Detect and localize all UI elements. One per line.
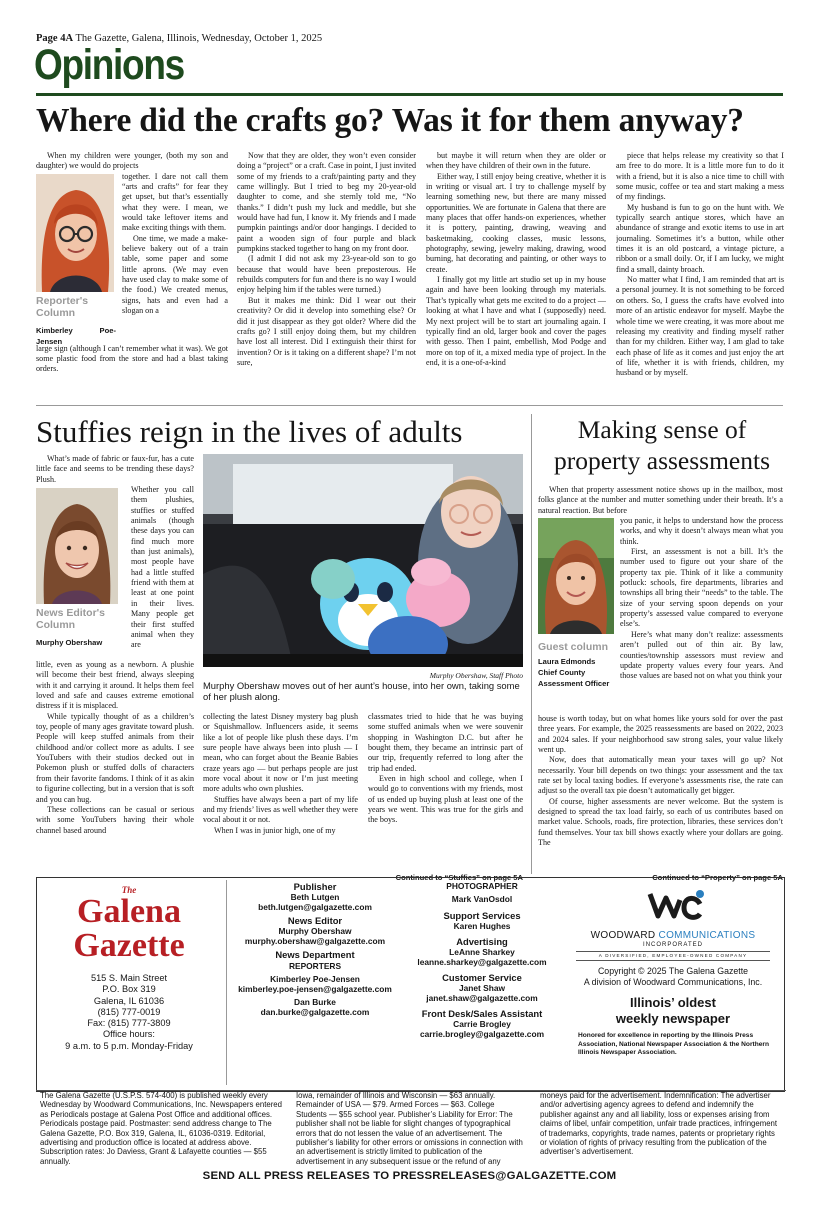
property-wrap-p3: Here’s what many don’t realize: assessments aren’t pulled out of thin air. By law, counties/township assessors must review and update property values every four years. And those values are based not on what you think your: [620, 629, 783, 681]
stuffies-photo-caption: Murphy Obershaw moves out of her aunt’s house, into her own, taking some of her plush along.: [203, 680, 520, 702]
property-lead: When that property assessment notice shows up in the mailbox, most folks glance at the number and mutter something under their breath. It’s a natural reaction. But before: [538, 485, 783, 515]
crafts-c4-p1: piece that helps release my creativity so that I am free to do more. It is a little more fun to do it with a friend, but it is also a nice time to chill with some music, coffee or tea and start making a mess of my findings.: [616, 151, 784, 202]
woodward-name-1: WOODWARD: [590, 930, 656, 941]
publisher-name: Beth Lutgen: [290, 892, 340, 902]
advertising-label: Advertising: [456, 936, 508, 947]
news-department-label: News Department: [275, 949, 355, 960]
woodward-name-2: COMMUNICATIONS: [658, 930, 756, 941]
property-wrap-p2: First, an assessment is not a bill. It’s the number used to figure out your share of the property tax pie. Think of it like a community potluck: schools, fire departments, libraries and townships all bring their “needs” to the table. The size of your serving spoon depends on your property’s assessed value compared to everyone else’s.: [620, 547, 783, 629]
stuffies-c3-p1: classmates tried to hide that he was buying some stuffed animals when we were souvenir shopping in Washington D.C. but after he bought them, they became an intrinsic part of our trip, frequently referred to long after the trip had ended.: [368, 712, 523, 773]
oldest-weekly: [568, 995, 778, 1027]
woodward-logo-icon: [646, 888, 706, 922]
crafts-headline: Where did the crafts go? Was it for them anyway?: [36, 102, 744, 139]
crafts-c2-p3: But it makes me think: Did I wear out their creativity? Or did it develop into something else? Or did it just disappear as they got older? Where did the crafts go? I still enjoy doing them, but my children have lost all interest. Did I extinguish their thirst for invention? Or is it taking on a different shape? I’m not sure,: [237, 295, 416, 367]
plush-car-photo: [203, 454, 523, 667]
phone: (815) 777-0019: [97, 1006, 161, 1017]
address-line: P.O. Box 319: [102, 984, 156, 995]
property-headline-line-2: property assessments: [553, 446, 770, 475]
honored-note: Honored for excellence in reporting by the Illinois Press Association, National Newspaper Association & the Northern Illinois Newspaper Association.: [578, 1032, 770, 1057]
gazette-logo: [54, 885, 204, 963]
legal-col-3: moneys paid for the advertisement. Indemnification: The advertiser and/or advertising agency agrees to defend and indemnify the publisher against any and all liability, loss or expenses arising from claims of libel, unfair competition, unfair trade practices, infringement of trademarks, copyrights, trade names, patents or proprietary rights or violation of rights of privacy resulting from the publication of the advertiser’s advertisement.: [540, 1091, 778, 1157]
crafts-c3-p2: Either way, I still enjoy being creative, whether it is in writing or visual art. I try to challenge myself by learning something new, but there are many missed opportunities. We are fortunate in Galena that there are many places that offer hands-on experiences, whether it is pottery, painting, drawing, weaving and basketmaking, cooking classes, music lessons, photography, sewing, jewelry making, drawing, wood burning, hat decorating and painting, or other ways to create.: [426, 171, 606, 274]
photographer-label: PHOTOGRAPHER: [446, 881, 518, 891]
legal-col-1: The Galena Gazette (U.S.P.S. 574-400) is published weekly every Wednesday by Woodward Communications, Inc. Newspapers entered as Periodicals postage at Galena Post Office and additional offices. Periodicals postage paid. Postmaster: send address change to The Galena Gazette, P.O. Box 319, Galena, IL, 61036-0319. Editorial, advertising and production office is located at address above. Subscription rates: Jo Daviess, Grant & Lafayette counties — $55 annually.: [40, 1091, 282, 1166]
stuffies-c2-p2: Stuffies have always been a part of my life and my friends’ lives as well whether they were vocal about it or not.: [203, 794, 358, 825]
office-hours-label: Office hours:: [103, 1029, 155, 1040]
column-divider: [531, 414, 532, 874]
property-column-label: Guest column: [538, 641, 609, 654]
stuffies-column-1: [36, 454, 194, 868]
stuffies-column-label-1: News Editor's: [36, 607, 106, 620]
oldest-line-2: weekly newspaper: [615, 1011, 731, 1026]
property-author-1: Laura Edmonds: [538, 657, 596, 667]
masthead-divider: [226, 880, 227, 1085]
crafts-c4-p2: My husband is fun to go on the hunt with. We typically search antique stores, which have an abundance of strange and exotic items to use in art journaling. Sometimes it’s a button, while other times it is an old postcard, a vintage picture, a ribbon or a small doily. Or, if I am lucky, we might find a small, dainty broach.: [616, 202, 784, 274]
crafts-mug-block: [36, 174, 116, 347]
stuffies-column-3: [368, 712, 523, 858]
copyright-block: [568, 966, 778, 988]
stuffies-p3: These collections can be casual or serious with some YouTubers having their whole channel based around: [36, 804, 194, 835]
crafts-author: Kimberley Poe-Jensen: [36, 326, 116, 347]
office-hours: 9 a.m. to 5 p.m. Monday-Friday: [65, 1040, 193, 1051]
stuffies-c2-p1: collecting the latest Disney mystery bag plush or Squishmallow. Influencers aside, it seems like a lot of people like plush these days. I’m sure people have always been into plush — I mean, who can forget about the Beanie Babies craze years ago — but perhaps people are just more vocal about it now or I’m just meeting more adults who own plushies.: [203, 712, 358, 794]
front-desk-name: Carrie Brogley: [453, 1019, 511, 1029]
masthead-address: [40, 973, 218, 1052]
crafts-column-3: [426, 151, 606, 401]
crafts-wrap: together. I dare not call them “arts and crafts” for fear they get upset, but that’s essentially what they were. I mean, we would take leftover items and make exciting things with them.: [122, 171, 228, 233]
news-editor-label: News Editor: [287, 915, 343, 926]
stuffies-column-label-2: Column: [36, 619, 76, 632]
crafts-c2-p2: (I admit I did not ask my 23-year-old son to go because that would have been preposterous. He rebuilds computers for fun and there is no way I would enjoy helping him if the tables were turned.): [237, 254, 416, 295]
stuffies-headline: Stuffies reign in the lives of adults: [36, 414, 463, 449]
property-after-p3: Of course, higher assessments are never welcome. But the system is designed to spread the tax load fairly, so each of us contributes based on market value. Schools, roads, fire protection, libraries, these services don’t fund themselves. Your tax bill shows exactly where your dollars are going. The: [538, 796, 783, 848]
crafts-c3-p3: I finally got my little art studio set up in my house again and have been looking through my materials. That’s typically what gets me excited to do a project — looking at what I have and what I (supposedly) need. My next project will be to start art journaling again. I typically find an old, larger book and cover the pages with gesso. Then I paint, embellish, Mod Podge and more on top of it, a mixed media type of project. In the end, it is a one-of-a-kind: [426, 275, 606, 367]
section-rule: [36, 93, 783, 96]
property-continued: Continued to “Property” on page 5A: [652, 873, 783, 882]
masthead-staff-col-2: [402, 881, 562, 1039]
property-headline-line-1: Making sense of: [577, 415, 747, 444]
publisher-label: Publisher: [293, 881, 337, 892]
stuffies-c3-p2: Even in high school and college, when I would go to conventions with my friends, most of us ended up buying plush at least one of the years we went. This was true for the girls and the boys.: [368, 774, 523, 825]
reporter-1-email[interactable]: kimberley.poe-jensen@galgazette.com: [238, 984, 392, 994]
reporter-2-email[interactable]: dan.burke@galgazette.com: [260, 1007, 370, 1017]
customer-service-label: Customer Service: [442, 972, 522, 983]
author-photo-kimberley: [36, 174, 114, 292]
fax: Fax: (815) 777-3809: [87, 1018, 171, 1029]
stuffies-continued: Continued to “Stuffies” on page 5A: [395, 873, 523, 882]
stuffies-photo-credit: Murphy Obershaw, Staff Photo: [429, 671, 523, 680]
property-wrap-p1: you panic, it helps to understand how the process works, and why it doesn’t always mean what you think.: [620, 516, 783, 546]
masthead-staff-col-1: [228, 881, 402, 1017]
section-title: Opinions: [34, 41, 184, 89]
legal-col-2: Iowa, remainder of Illinois and Wisconsin — $63 annually. Remainder of USA — $79. Armed Forces — $63. College Students — $55 school year. Publisher’s Liability for Error: The publisher shall not be liable for slight changes of typographical errors that do not lessen the value of an advertisement. The publisher’s liability for other errors or omissions in connection with an advertisement is strictly limited to publication of the advertisement in any subsequent issue or the refund of any: [296, 1091, 523, 1166]
copyright: Copyright © 2025 The Galena Gazette: [597, 966, 749, 976]
address-line: Galena, IL 61036: [93, 995, 165, 1006]
woodward-block: [568, 880, 778, 1085]
article-divider: [36, 405, 783, 406]
dateline: The Gazette, Galena, Illinois, Wednesday, October 1, 2025: [75, 33, 323, 44]
author-photo-murphy: [36, 488, 118, 604]
crafts-lead: When my children were younger, (both my son and daughter) we would do projects: [36, 151, 228, 171]
stuffies-mug-block: [36, 488, 126, 660]
reporter-2-name: Dan Burke: [294, 997, 336, 1007]
property-column: [538, 485, 783, 869]
crafts-p2: One time, we made a make-believe bakery out of a train table, some paper and some little aprons. (We may even have used clay to make some of the food.) We created menus, signs, hats and even had a slogan on a: [122, 233, 228, 316]
customer-service-name: Janet Shaw: [458, 983, 506, 993]
crafts-column-label-1: Reporter's: [36, 295, 89, 308]
property-after-p2: Now, does that automatically mean your taxes will go up? Not necessarily. Your bill depends on two things: your assessment and the tax rate set by local taxing bodies. If everyone’s assessments rise, the rate can adjust so the overall tax pie doesn’t automatically get bigger.: [538, 755, 783, 796]
property-headline: [538, 414, 786, 476]
stuffies-photo: [203, 454, 523, 667]
property-mug-block: [538, 518, 614, 714]
stuffies-p2: While typically thought of as a children’s toy, people of many ages gravitate toward plush. People will keep stuffed animals from their childhood and/or collect more as adults. I see YouTubers with their studios decked out in Pokemon plush or stuffed dolls of characters from their favorite fandoms. I think of it as akin to figurine collecting, but in a version that is soft and you can hug.: [36, 711, 194, 804]
news-editor-name: Murphy Obershaw: [278, 926, 352, 936]
stuffies-column-2: [203, 712, 358, 868]
woodward-tagline: A DIVERSIFIED, EMPLOYEE-OWNED COMPANY: [576, 951, 770, 961]
woodward-inc: INCORPORATED: [643, 942, 703, 948]
customer-service-email[interactable]: janet.shaw@galgazette.com: [426, 993, 538, 1003]
division: A division of Woodward Communications, Inc.: [583, 977, 763, 987]
stuffies-author: Murphy Obershaw: [36, 638, 103, 648]
logo-the: The: [121, 885, 137, 895]
page-number: Page 4A: [36, 33, 74, 44]
front-desk-email[interactable]: carrie.brogley@galgazette.com: [419, 1029, 545, 1039]
crafts-column-1: [36, 151, 228, 401]
crafts-p2b: large sign (although I can’t remember what it was). We got some plastic food from the store and had a blast taking orders.: [36, 343, 228, 374]
stuffies-lead: What’s made of fabric or faux-fur, has a cute little face and seems to be trending these days? Plush.: [36, 454, 194, 484]
oldest-line-1: Illinois’ oldest: [630, 995, 716, 1010]
crafts-c2-p1: Now that they are older, they won’t even consider doing a “project” or a craft. Case in point, I just invited some of my friends to a craft/painting party and they came willingly. But I tried to beg my 20-year-old daughter to come, and she sternly told me, “No thanks.” I didn’t push my luck and meddle, but she would have had fun, I know it. My friends and I made pumpkin paintings and/or door hangings. I decided to paint a wooden sign of four purple and black pumpkins stacked together to hang on my front door.: [237, 151, 416, 254]
property-author-3: Assessment Officer: [538, 679, 610, 689]
property-after-p1: house is worth today, but on what homes like yours sold for over the past three years. For example, the 2025 reassessments are based on 2022, 2023 and 2024 sales. If your neighborhood saw strong sales, your value likely went up.: [538, 714, 783, 755]
reporter-1-name: Kimberley Poe-Jensen: [270, 974, 360, 984]
advertising-email[interactable]: leanne.sharkey@galgazette.com: [417, 957, 547, 967]
crafts-c4-p3: No matter what I find, I am reminded that art is a personal journey. It is not something to be forced on others. So, I guess the crafts have evolved into more of an artistic endeavor for myself. Maybe the whole time we were creating, it was more about me releasing my creativity and finding myself rather than for my children. Either way, I am glad to take each phase of life as it comes and just enjoy the art of life, whether it is with friends, children, my husband or by myself.: [616, 275, 784, 378]
front-desk-label: Front Desk/Sales Assistant: [421, 1008, 543, 1019]
address-line: 515 S. Main Street: [90, 973, 168, 983]
crafts-column-4: [616, 151, 784, 401]
stuffies-c2-p3: When I was in junior high, one of my: [214, 825, 336, 835]
crafts-column-2: [237, 151, 416, 401]
crafts-c3-p1: but maybe it will return when they are older or when they have children of their own in the future.: [426, 151, 606, 171]
logo-galena: Galena: [77, 893, 181, 930]
publisher-email[interactable]: beth.lutgen@galgazette.com: [258, 902, 372, 912]
press-release-footer[interactable]: SEND ALL PRESS RELEASES TO PRESSRELEASES@GALGAZETTE.COM: [202, 1170, 617, 1182]
advertising-name: LeAnne Sharkey: [449, 947, 515, 957]
news-editor-email[interactable]: murphy.obershaw@galgazette.com: [244, 936, 386, 946]
woodward-name: [568, 930, 778, 941]
reporters-label: REPORTERS: [288, 961, 342, 971]
author-photo-laura: [538, 518, 614, 634]
stuffies-after: little, even as young as a newborn. A plushie will become their best friend, always sleeping with it and carrying it around. It helps them feel loved and safe and causes extreme emotional distress if it is misplaced.: [36, 660, 194, 711]
photographer-name: Mark VanOsdol: [451, 894, 513, 904]
property-author-2: Chief County: [538, 668, 586, 678]
crafts-column-label-2: Column: [36, 307, 76, 320]
stuffies-wrap: Whether you call them plushies, stuffies or stuffed animals (though these days you can find much more than just animals), most people have had a little stuffed friend with them at least at one point in their lives. Many people get their first stuffed animal when they are: [131, 485, 194, 650]
logo-gazette: Gazette: [73, 927, 185, 964]
support-label: Support Services: [443, 910, 521, 921]
support-name: Karen Hughes: [453, 921, 511, 931]
